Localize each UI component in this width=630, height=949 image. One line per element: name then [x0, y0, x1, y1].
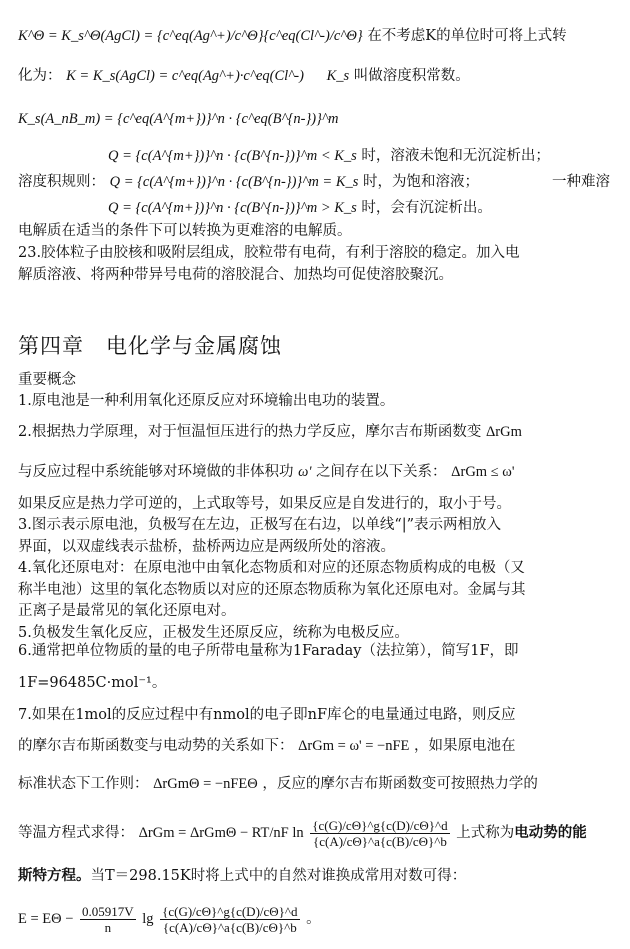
formula-k-theta: K^Θ = K_s^Θ(AgCl) = {c^eq(Ag^+)/c^Θ}{c^eq(Cl^-)/c^Θ}: [18, 28, 363, 44]
item-2-text1: 2.根据热力学原理，对于恒温恒压进行的热力学反应，摩尔吉布斯函数变: [18, 424, 482, 440]
rule-1: [108, 146, 620, 166]
final-lg: lg: [142, 911, 154, 927]
item-7-bold2: 斯特方程。: [18, 867, 91, 884]
item-4-line3: 正离子是最常见的氧化还原电对。: [18, 603, 236, 619]
nernst-denominator: {c(A)/cΘ}^a{c(B)/cΘ}^b: [312, 833, 447, 849]
item-7-line3: [18, 774, 620, 794]
item-7-text2b: ，如果原电池在: [413, 738, 516, 754]
formula-ks-general: K_s(A_nB_m) = {c^eq(A^{m+})}^n · {c^eq(B^{n-})}^m: [18, 111, 339, 127]
rule-2: [18, 172, 620, 192]
item-7-eq2: ΔrGmΘ = −nFEΘ: [153, 776, 258, 792]
rule-3: [108, 198, 620, 218]
formula-k: K = K_s(AgCl) = c^eq(Ag^+)·c^eq(Cl^-): [66, 68, 304, 84]
equation-ks-general: [18, 109, 620, 129]
nernst-left: ΔrGm = ΔrGmΘ − RT/nF ln: [138, 825, 304, 841]
rules-label: 溶度积规则：: [18, 174, 105, 190]
eq2-text: 叫做溶度积常数。: [353, 68, 470, 84]
final-left: E = EΘ −: [18, 911, 74, 927]
item-4-line1: 4.氧化还原电对：在原电池中由氧化态物质和对应的还原态物质构成的电极（又: [18, 560, 525, 576]
item-7-line5: [18, 866, 620, 886]
item-7-text4a: 等温方程式求得：: [18, 825, 134, 841]
rule-3-formula: Q = {c(A^{m+})}^n · {c(B^{n-})}^m > K_s: [108, 200, 357, 216]
final-period: 。: [306, 911, 321, 927]
para-23-line1: 23.胶体粒子由胶核和吸附层组成，胶粒带有电荷，有利于溶胶的稳定。加入电: [18, 245, 520, 261]
final-coefficient: [80, 904, 136, 935]
omega-symbol: ω': [298, 464, 312, 480]
equation-k-simplified: [18, 66, 620, 86]
section-concepts: 重要概念: [18, 372, 76, 388]
delta-g-symbol: ΔrGm: [485, 424, 522, 440]
equation-k-theta: [18, 26, 620, 46]
item-7-line1: 7.如果在1mol的反应过程中有nmol的电子即nF库仑的电量通过电路，则反应: [18, 707, 516, 723]
rule-1-text: 时，溶液未饱和无沉淀析出；: [361, 148, 550, 164]
item-7-text5: 当T＝298.15K时将上式中的自然对谁换成常用对数可得：: [90, 868, 467, 884]
item-7-text3a: 标准状态下工作则：: [18, 776, 149, 792]
item-1: 1.原电池是一种利用氧化还原反应对环境输出电功的装置。: [18, 393, 395, 409]
item-2-relation: ΔrGm ≤ ω': [451, 464, 515, 480]
para-electrolyte: 电解质在适当的条件下可以转换为更难溶的电解质。: [18, 223, 352, 239]
item-2-line2: [18, 462, 620, 482]
rule-2-tail: 一种难溶: [552, 174, 610, 190]
item-7-text2a: 的摩尔吉布斯函数变与电动势的关系如下：: [18, 738, 294, 754]
item-2-line1: [18, 422, 620, 442]
rule-2-text: 时，为饱和溶液；: [363, 174, 480, 190]
final-coef-den: n: [104, 919, 112, 935]
rule-2-formula: Q = {c(A^{m+})}^n · {c(B^{n-})}^m = K_s: [109, 174, 359, 190]
item-4-line2: 称半电池）这里的氧化态物质以对应的还原态物质称为氧化还原电对。金属与其: [18, 582, 526, 598]
item-3-line1: 3.图示表示原电池，负极写在左边，正极写在右边，以单线“|”表示两相放入: [18, 517, 502, 533]
nernst-numerator: {c(G)/cΘ}^g{c(D)/cΘ}^d: [312, 817, 448, 833]
item-2-line3: 如果反应是热力学可逆的，上式取等号，如果反应是自发进行的，取小于号。: [18, 496, 511, 512]
rule-3-text: 时，会有沉淀析出。: [361, 200, 492, 216]
item-2-text2b: 之间存在以下关系：: [316, 464, 447, 480]
ks-symbol: K_s: [326, 68, 350, 84]
item-7-text3b: ，反应的摩尔吉布斯函数变可按照热力学的: [262, 776, 538, 792]
final-fraction: [160, 904, 299, 935]
item-6-line1: 6.通常把单位物质的量的电子所带电量称为1Faraday（法拉第），简写1F，即: [18, 643, 519, 659]
item-5: 5.负极发生氧化反应，正极发生还原反应，统称为电极反应。: [18, 625, 409, 641]
item-3-line2: 界面，以双虚线表示盐桥，盐桥两边应是两级所处的溶液。: [18, 539, 395, 555]
nernst-fraction: [310, 818, 449, 849]
chapter-heading: 第四章 电化学与金属腐蚀: [18, 334, 282, 358]
final-numerator: {c(G)/cΘ}^g{c(D)/cΘ}^d: [162, 903, 298, 919]
item-7-line4: [18, 816, 620, 850]
item-2-text2a: 与反应过程中系统能够对环境做的非体积功: [18, 464, 294, 480]
item-6-line2: 1F=96485C·mol⁻¹。: [18, 675, 167, 691]
item-7-bold1: 电动势的能: [514, 824, 587, 841]
para-23-line2: 解质溶液、将两种带异号电荷的溶胶混合、加热均可促使溶胶聚沉。: [18, 267, 453, 283]
eq1-text: 在不考虑K的单位时可将上式转: [367, 28, 567, 44]
item-7-eq1: ΔrGm = ω' = −nFE: [298, 738, 410, 754]
item-7-line2: [18, 736, 620, 756]
equation-final: [18, 902, 620, 936]
rule-1-formula: Q = {c(A^{m+})}^n · {c(B^{n-})}^m < K_s: [108, 148, 357, 164]
eq2-prefix: 化为：: [18, 68, 62, 84]
final-coef-num: 0.05917V: [82, 903, 134, 919]
item-7-text4b: 上式称为: [456, 825, 515, 841]
final-denominator: {c(A)/cΘ}^a{c(B)/cΘ}^b: [162, 919, 297, 935]
